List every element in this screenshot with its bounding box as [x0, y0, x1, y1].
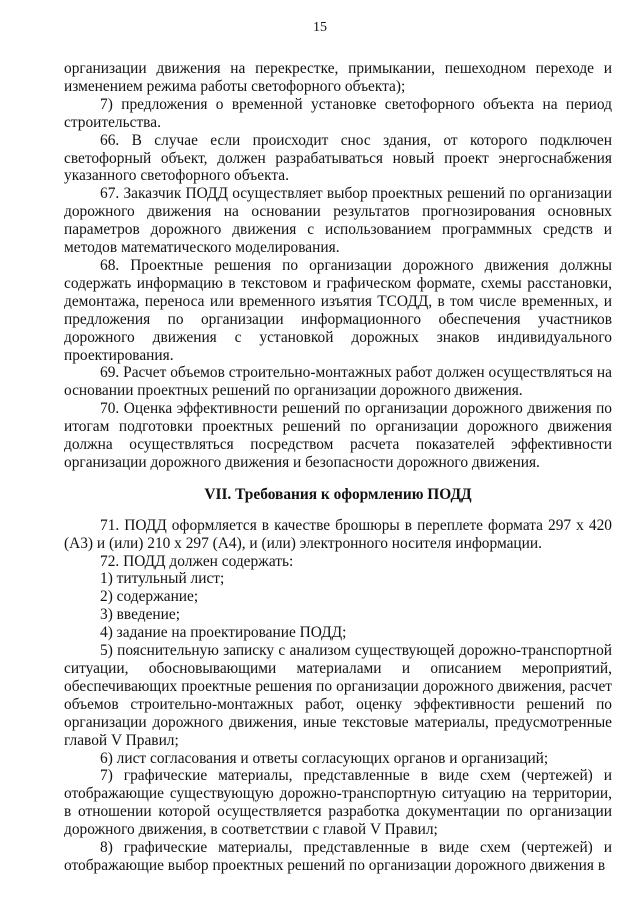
paragraph: организации движения на перекрестке, примыкании, пешеходном переходе и изменением режима работы светофорного объекта); — [64, 60, 612, 95]
paragraph: 68. Проектные решения по организации дорожного движения должны содержать информацию в текстовом и графическом формате, схемы расстановки, демонтажа, переноса или временного изъятия ТСОДД, в том числе временных, и предложения по организации информационного обеспечения участников дорожного движения с установкой дорожных знаков индивидуального проектирования. — [64, 256, 612, 364]
paragraph: 69. Расчет объемов строительно-монтажных работ должен осуществляться на основании проектных решений по организации дорожного движения. — [64, 364, 612, 400]
paragraph: 67. Заказчик ПОДД осуществляет выбор проектных решений по организации дорожного движения на основании результатов прогнозирования основных параметров дорожного движения с использованием программных средств и методов математического моделирования. — [64, 185, 612, 257]
paragraph: 72. ПОДД должен содержать: — [100, 552, 294, 570]
paragraph: 8) графические материалы, представленные в виде схем (чертежей) и отображающие выбор проектных решений по организации дорожного движения в — [64, 839, 612, 874]
paragraph: 7) графические материалы, представленные в виде схем (чертежей) и отображающие существующую дорожно-транспортную ситуацию на территории, в отношении которой осуществляется разработка документации по организации дорожного движения, в соответствии с главой V Правил; — [64, 767, 612, 839]
paragraph: 71. ПОДД оформляется в качестве брошюры в переплете формата 297 x 420 (A3) и (или) 210 x 297 (A4), и (или) электронного носителя информации. — [64, 516, 612, 552]
paragraph: 7) предложения о временной установке светофорного объекта на период строительства. — [64, 95, 612, 131]
paragraph: 6) лист согласования и ответы согласующих органов и организаций; — [100, 749, 549, 767]
paragraph: 3) введение; — [100, 606, 180, 624]
paragraph: 66. В случае если происходит снос здания, от которого подключен светофорный объект, должен разрабатываться новый проект энергоснабжения указанного светофорного объекта. — [64, 131, 612, 185]
page-number: 15 — [313, 20, 327, 35]
paragraphs-before — [64, 60, 612, 472]
paragraphs-after — [64, 517, 612, 875]
page-content — [64, 60, 612, 875]
paragraph: 70. Оценка эффективности решений по организации дорожного движения по итогам подготовки проектных решений по организации дорожного движения должна осуществляться посредством расчета показателей эффективности организации дорожного движения и безопасности дорожного движения. — [64, 400, 612, 471]
paragraph: 2) содержание; — [100, 588, 199, 606]
paragraph: 5) пояснительную записку с анализом существующей дорожно-транспортной ситуации, обосновывающими материалами и описанием мероприятий, обеспечивающих проектные решения по организации дорожного движения, расчет объемов строительно-монтажных работ, оценку эффективности решений по организации дорожного движения, иные текстовые материалы, предусмотренные главой V Правил; — [64, 642, 612, 749]
paragraph: 1) титульный лист; — [100, 570, 225, 588]
paragraph: 4) задание на проектирование ПОДД; — [100, 624, 347, 642]
section-heading: VII. Требования к оформлению ПОДД — [204, 485, 472, 503]
